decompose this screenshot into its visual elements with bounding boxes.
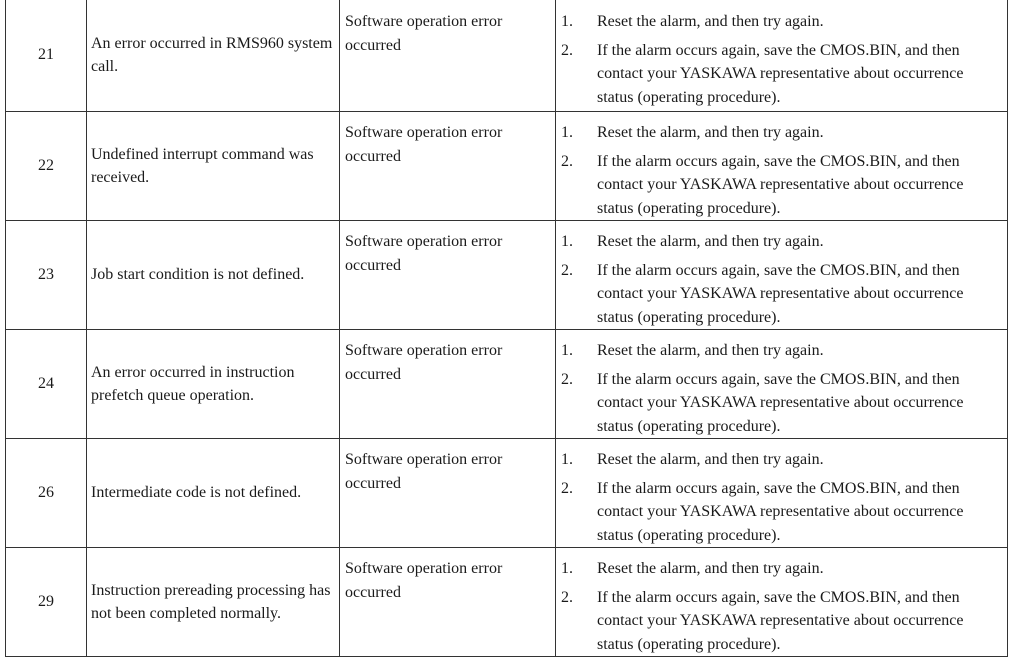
alarm-cause: Software operation error occurred <box>340 112 556 221</box>
step-number: 1. <box>561 13 573 30</box>
alarm-message: An error occurred in RMS960 system call. <box>87 0 340 112</box>
step-number: 2. <box>561 588 573 606</box>
table-row <box>6 330 1008 439</box>
step-number: 2. <box>561 261 573 279</box>
step-text: If the alarm occurs again, save the CMOS.BIN, and then contact your YASKAWA representative about occurrence status (operating procedure). <box>597 152 964 217</box>
step-text: Reset the alarm, and then try again. <box>597 13 824 30</box>
alarm-message: Instruction prereading processing has not been completed normally. <box>87 548 340 657</box>
step-number: 2. <box>561 41 573 59</box>
table-row <box>6 0 1008 112</box>
remedy-step <box>561 230 1001 254</box>
step-number: 1. <box>561 342 573 359</box>
alarm-message: Undefined interrupt command was received. <box>87 112 340 221</box>
step-text: Reset the alarm, and then try again. <box>597 342 824 359</box>
step-number: 2. <box>561 370 573 388</box>
alarm-remedy <box>556 112 1008 221</box>
alarm-remedy <box>556 548 1008 657</box>
table-row <box>6 548 1008 657</box>
step-text: If the alarm occurs again, save the CMOS.BIN, and then contact your YASKAWA representative about occurrence status (operating procedure). <box>597 370 964 435</box>
alarm-cause: Software operation error occurred <box>340 221 556 330</box>
step-number: 1. <box>561 233 573 250</box>
table-row <box>6 439 1008 548</box>
alarm-cause: Software operation error occurred <box>340 548 556 657</box>
remedy-step <box>561 557 1001 581</box>
alarm-message: Job start condition is not defined. <box>87 221 340 330</box>
remedy-step <box>561 121 1001 145</box>
alarm-cause: Software operation error occurred <box>340 330 556 439</box>
alarm-number: 29 <box>6 548 87 657</box>
alarm-remedy <box>556 0 1008 112</box>
remedy-step <box>561 10 1001 34</box>
alarm-number: 23 <box>6 221 87 330</box>
step-text: If the alarm occurs again, save the CMOS.BIN, and then contact your YASKAWA representative about occurrence status (operating procedure). <box>597 41 964 106</box>
step-text: Reset the alarm, and then try again. <box>597 233 824 250</box>
step-number: 1. <box>561 124 573 141</box>
remedy-step <box>561 448 1001 472</box>
alarm-cause: Software operation error occurred <box>340 439 556 548</box>
alarm-number: 21 <box>6 0 87 112</box>
step-text: If the alarm occurs again, save the CMOS.BIN, and then contact your YASKAWA representative about occurrence status (operating procedure). <box>597 479 964 544</box>
alarm-message: Intermediate code is not defined. <box>87 439 340 548</box>
alarm-remedy <box>556 439 1008 548</box>
step-text: Reset the alarm, and then try again. <box>597 124 824 141</box>
remedy-step <box>561 150 1001 221</box>
step-text: If the alarm occurs again, save the CMOS.BIN, and then contact your YASKAWA representative about occurrence status (operating procedure). <box>597 261 964 326</box>
step-text: Reset the alarm, and then try again. <box>597 451 824 468</box>
step-number: 2. <box>561 479 573 497</box>
table-row <box>6 221 1008 330</box>
alarm-remedy <box>556 330 1008 439</box>
remedy-step <box>561 586 1001 657</box>
alarm-number: 26 <box>6 439 87 548</box>
remedy-step <box>561 259 1001 330</box>
step-number: 1. <box>561 451 573 468</box>
remedy-step <box>561 339 1001 363</box>
remedy-step <box>561 39 1001 110</box>
alarm-remedy <box>556 221 1008 330</box>
alarm-number: 22 <box>6 112 87 221</box>
step-text: If the alarm occurs again, save the CMOS.BIN, and then contact your YASKAWA representative about occurrence status (operating procedure). <box>597 588 964 653</box>
alarm-number: 24 <box>6 330 87 439</box>
remedy-step <box>561 368 1001 439</box>
alarm-message: An error occurred in instruction prefetch queue operation. <box>87 330 340 439</box>
step-text: Reset the alarm, and then try again. <box>597 560 824 577</box>
step-number: 1. <box>561 560 573 577</box>
table-row <box>6 112 1008 221</box>
alarm-cause: Software operation error occurred <box>340 0 556 112</box>
remedy-step <box>561 477 1001 548</box>
step-number: 2. <box>561 152 573 170</box>
alarm-table <box>5 0 1008 657</box>
